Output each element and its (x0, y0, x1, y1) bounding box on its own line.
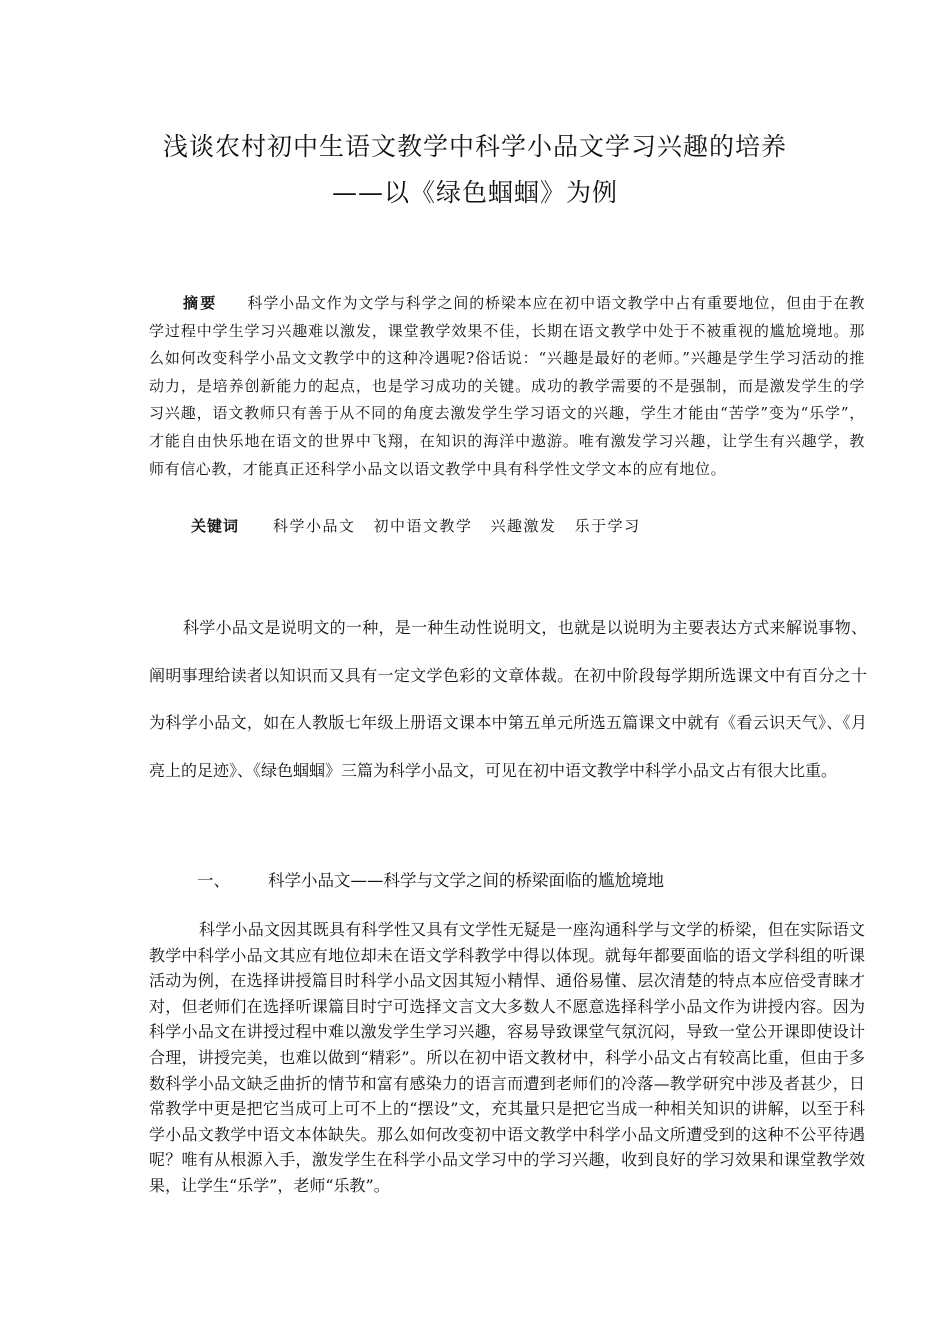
keyword-item: 兴趣激发 (490, 517, 557, 535)
intro-paragraph: 科学小品文是说明文的一种，是一种生动性说明文，也就是以说明为主要表达方式来解说事物、阐明事理给读者以知识而又具有一定文学色彩的文章体裁。在初中阶段每学期所选课文中有百分之十为科学小品文，如在人教版七年级上册语文课本中第五单元所选五篇课文中就有《看云识天气》、《月亮上的足迹》、《绿色蝈蝈》三篇为科学小品文，可见在初中语文教学中科学小品文占有很大比重。 (149, 618, 867, 780)
keywords-line (191, 514, 659, 538)
document-subtitle: ——以《绿色蝈蝈》为例 (331, 178, 618, 207)
document-title: 浅谈农村初中生语文教学中科学小品文学习兴趣的培养 (162, 132, 787, 161)
section-number: 一、 (197, 871, 230, 890)
keywords-label: 关键词 (191, 517, 240, 535)
abstract-label: 摘要 (183, 294, 218, 312)
section-body-paragraph: 科学小品文因其既具有科学性又具有文学性无疑是一座沟通科学与文学的桥梁，但在实际语文教学中科学小品文其应有地位却未在语文学科教学中得以体现。就每年都要面临的语文学科组的听课活动为例，在选择讲授篇目时科学小品文因其短小精悍、通俗易懂、层次清楚的特点本应倍受青睐才对，但老师们在选择听课篇目时宁可选择文言文大多数人不愿意选择科学小品文作为讲授内容。因为科学小品文在讲授过程中难以激发学生学习兴趣，容易导致课堂气氛沉闷，导致一堂公开课即使设计合理，讲授完美，也难以做到“精彩”。所以在初中语文教材中，科学小品文占有较高比重，但由于多数科学小品文缺乏曲折的情节和富有感染力的语言而遭到老师们的冷落—教学研究中涉及者甚少，日常教学中更是把它当成可上可不上的“摆设”文，充其量只是把它当成一种相关知识的讲解，以至于科学小品文教学中语文本体缺失。那么如何改变初中语文教学中科学小品文所遭受到的这种不公平待遇呢？唯有从根源入手，激发学生在科学小品文学习中的学习兴趣，收到良好的学习效果和课堂教学效果，让学生“乐学”，老师“乐教”。 (149, 920, 865, 1195)
abstract-text: 科学小品文作为文学与科学之间的桥梁本应在初中语文教学中占有重要地位，但由于在教学过程中学生学习兴趣难以激发，课堂教学效果不佳，长期在语文教学中处于不被重视的尴尬境地。那么如何改变科学小品文文教学中的这种冷遇呢?俗话说：“兴趣是最好的老师。”兴趣是学生学习活动的推动力，是培养创新能力的起点，也是学习成功的关键。成功的教学需要的不是强制，而是激发学生的学习兴趣，语文教师只有善于从不同的角度去激发学生学习语文的兴趣，学生才能由“苦学”变为“乐学”，才能自由快乐地在语文的世界中飞翔，在知识的海洋中遨游。唯有激发学习兴趣，让学生有兴趣学，教师有信心教，才能真正还科学小品文以语文教学中具有科学性文学文本的应有地位。 (149, 294, 865, 478)
abstract-paragraph (149, 290, 865, 483)
keyword-item: 科学小品文 (273, 517, 356, 535)
keyword-item: 初中语文教学 (373, 517, 473, 535)
keyword-item: 乐于学习 (574, 517, 641, 535)
section-heading (197, 868, 664, 894)
section-heading-text: 科学小品文——科学与文学之间的桥梁面临的尴尬境地 (268, 871, 664, 890)
